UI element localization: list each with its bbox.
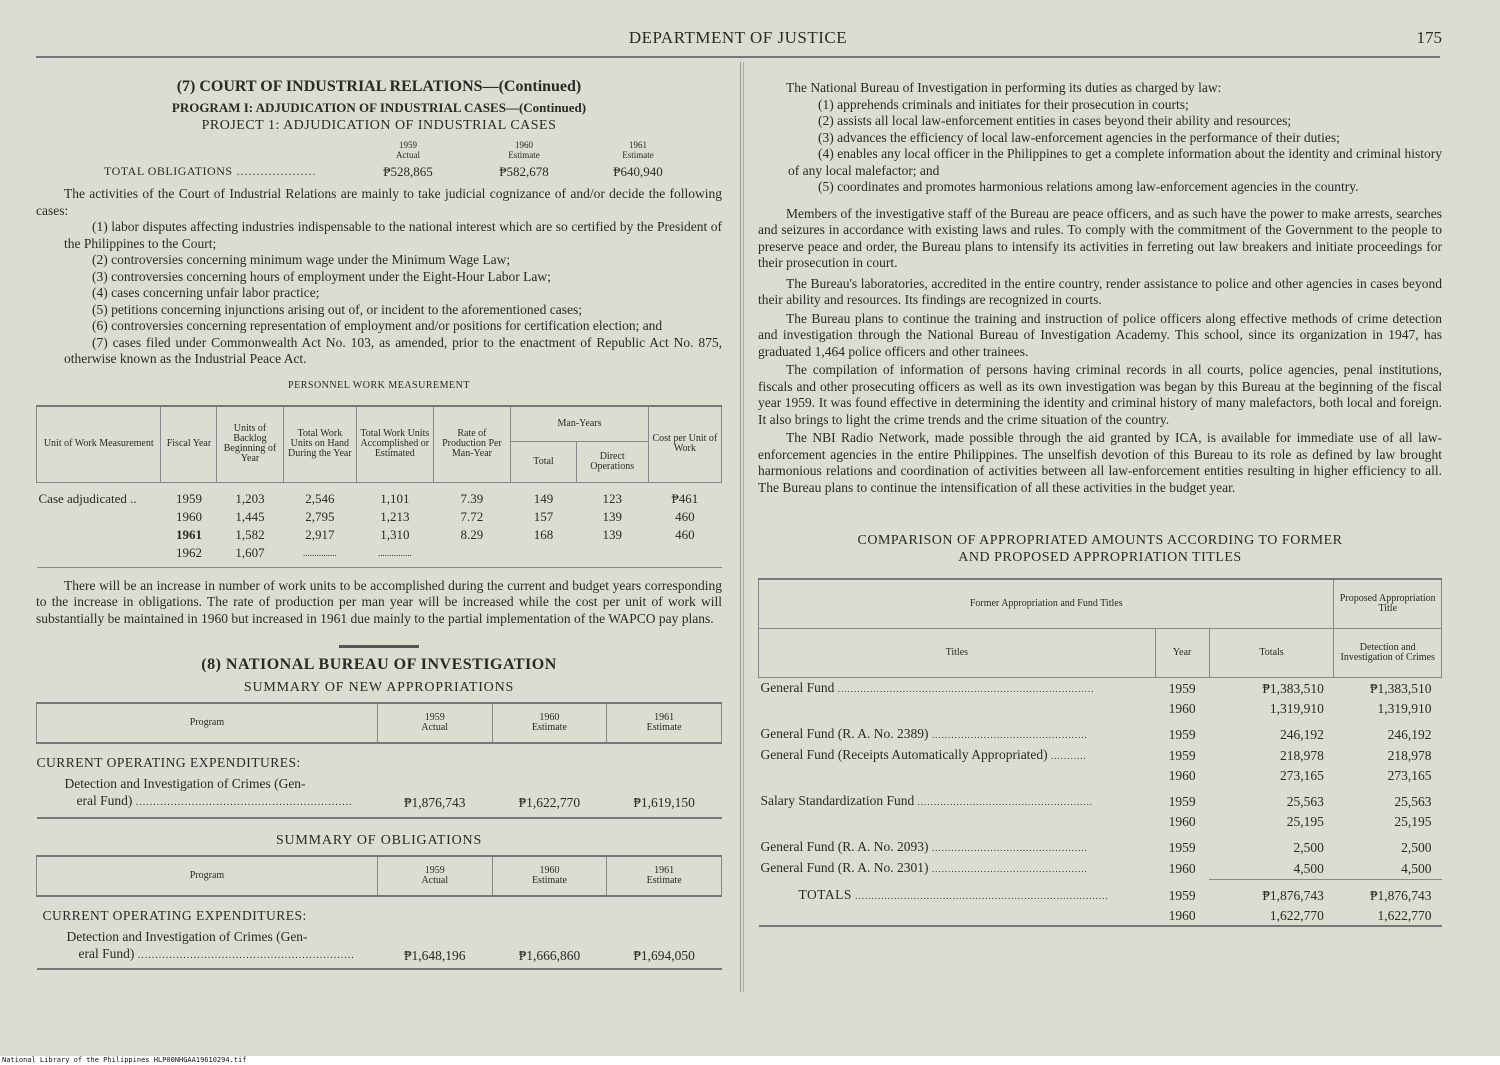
- cir-item-3: (3) controversies concerning hours of employment under the Eight-Hour Labor Law;: [92, 268, 551, 284]
- fund-total: 273,165: [1280, 768, 1324, 783]
- pwm-year: 1962: [161, 544, 217, 568]
- year-label: 1961: [654, 865, 675, 876]
- pwm-accomplished: 1,101: [380, 490, 410, 506]
- pwm-onhand: 2,795: [305, 508, 335, 524]
- detection-program-label: [37, 926, 378, 969]
- col-former-titles: Former Appropriation and Fund Titles: [759, 579, 1334, 629]
- pwm-direct: 139: [602, 508, 622, 524]
- section-divider: [339, 645, 419, 648]
- col-unit: Unit of Work Measurement: [37, 406, 161, 483]
- table-row: [37, 508, 722, 526]
- leader-dots: ....................: [236, 164, 317, 178]
- personnel-work-measurement-table: [36, 405, 722, 568]
- leader-dots: ..............................................................................: [855, 891, 1109, 901]
- fund-total: 1,319,910: [1269, 701, 1324, 716]
- current-operating-label: CURRENT OPERATING EXPENDITURES:: [42, 908, 307, 923]
- nbi-paragraph-5: The NBI Radio Network, made possible through the aid granted by ICA, is available for immediate use of all law-enforcement agencies in the entire Philippines. The unselfish devotion of this Bureau to its role as defined by law brought harmonious relations and coordination of activities between all law-enforcement entities resulting in higher efficiency to all. The Bureau plans to continue the intensification of all these activities in the budget year.: [758, 430, 1442, 495]
- fund-year: 1959: [1168, 794, 1196, 809]
- nbi-paragraph-3: The Bureau plans to continue the training and instruction of police officers along effective methods of crime detection and investigation through the National Bureau of Investigation Academy. This school, since its organization in 1947, has graduated 1,464 police officers and other trainees.: [758, 310, 1442, 359]
- col-1959: [377, 703, 492, 743]
- col-direct: Direct Operations: [576, 441, 648, 482]
- col-total: Total: [511, 441, 576, 482]
- fund-title-cell: [759, 699, 1156, 718]
- comparison-table: [758, 578, 1442, 927]
- nbi-paragraph-4: The compilation of information of persons having criminal records in all courts, police agencies, penal institutions, fiscals and other prosecuting officers as well as its own investigation was began by this Bureau at the beginning of the fiscal year 1959. It was found effective in determining the identity and criminal history of many malefactors, both local and foreign. It also brings to light the crime trends and the crime situation of the country.: [758, 362, 1442, 427]
- nbi-duty-1: (1) apprehends criminals and initiates for their prosecution in courts;: [818, 96, 1189, 112]
- leader-dots: ................................................: [931, 864, 1088, 874]
- year-label: 1961: [629, 140, 647, 150]
- table-row: [37, 544, 722, 568]
- fund-title-cell: [759, 678, 1156, 700]
- totals-proposed: ₱1,876,743: [1334, 879, 1442, 906]
- pwm-total: 149: [533, 490, 554, 506]
- pwm-cost: ₱461: [671, 490, 699, 506]
- program-title: PROGRAM I: ADJUDICATION OF INDUSTRIAL CASES—(Continued): [171, 100, 587, 115]
- summary-obligations-table: [36, 855, 722, 970]
- col-1959: [377, 856, 492, 896]
- fund-title-cell: [759, 766, 1156, 785]
- pwm-backlog: 1,203: [235, 490, 265, 506]
- table-row: [759, 785, 1442, 812]
- column-divider-secondary: [743, 62, 744, 992]
- col-proposed-title: Proposed Appropriation Title: [1334, 579, 1442, 629]
- leader-dots: ..............................................................: [135, 797, 353, 808]
- fund-proposed: 2,500: [1401, 840, 1432, 855]
- table-row: [759, 812, 1442, 831]
- obl-value-1961: ₱1,694,050: [607, 926, 722, 969]
- pwm-onhand: 2,917: [305, 526, 335, 542]
- col-1960: [492, 856, 607, 896]
- year-label: 1959: [424, 712, 445, 723]
- nbi-paragraph-2: The Bureau's laboratories, accredited in the entire country, render assistance to police and other agencies in cases beyond their ability and resources. Its findings are recognized in courts.: [758, 275, 1442, 307]
- page-title: DEPARTMENT OF JUSTICE: [628, 28, 848, 47]
- fund-year: 1959: [1168, 840, 1196, 855]
- project-title: PROJECT 1: ADJUDICATION OF INDUSTRIAL CASES: [201, 118, 557, 133]
- col-titles: Titles: [759, 629, 1156, 678]
- pwm-cost: 460: [675, 526, 695, 542]
- fund-total: 246,192: [1280, 727, 1324, 742]
- detection-line-2: eral Fund): [76, 793, 133, 808]
- total-obligations: [36, 134, 722, 184]
- cir-item-7: (7) cases filed under Commonwealth Act No. 103, as amended, prior to the enactment of Republic Act No. 875, otherwise known as the Industrial Peace Act.: [64, 334, 722, 366]
- pwm-accomplished: 1,213: [380, 508, 410, 524]
- year-kind: Actual: [396, 150, 420, 160]
- oblig-value-1961: ₱640,940: [613, 164, 663, 179]
- fund-proposed: ₱1,383,510: [1369, 681, 1432, 696]
- fund-proposed: 246,192: [1387, 727, 1432, 742]
- right-column: [758, 64, 1442, 927]
- col-manyears: Man-Years: [511, 406, 648, 442]
- oblig-year-1959: [358, 140, 458, 160]
- fund-proposed: 25,563: [1394, 794, 1432, 809]
- table-row: [759, 879, 1442, 906]
- fund-total: 25,195: [1286, 814, 1324, 829]
- pwm-rate: 7.39: [460, 490, 484, 506]
- header-rule: [36, 56, 1440, 58]
- pwm-label-empty: [37, 508, 161, 526]
- year-kind: Estimate: [531, 722, 567, 733]
- year-kind: Actual: [421, 722, 449, 733]
- obl-value-1960: ₱1,666,860: [492, 926, 607, 969]
- fund-title-cell: [759, 785, 1156, 812]
- table-row: [759, 766, 1442, 785]
- year-label: 1960: [515, 140, 533, 150]
- comparison-title-line-1: COMPARISON OF APPROPRIATED AMOUNTS ACCORDING TO FORMER: [857, 533, 1343, 548]
- totals-label-cell: [759, 906, 1156, 926]
- col-1961: [607, 703, 722, 743]
- pwm-label-empty: [37, 544, 161, 568]
- current-operating-label: CURRENT OPERATING EXPENDITURES:: [36, 755, 301, 770]
- pwm-cost: [648, 544, 721, 568]
- fund-title-cell: [759, 718, 1156, 745]
- page-header: [0, 28, 1500, 52]
- table-row: [37, 773, 722, 818]
- fund-title: General Fund (R. A. No. 2301): [760, 860, 929, 875]
- nbi-paragraph-1: Members of the investigative staff of the Bureau are peace officers, and as such have the power to make arrests, searches and seizures in accordance with existing laws and rules. To comply with the commitment of the Government to the people to preserve peace and order, the Bureau plans to intensify its activities in ferreting out law breakers and initiate proceedings for their prosecution in court.: [758, 205, 1442, 270]
- year-kind: Estimate: [646, 722, 682, 733]
- fund-total: ₱1,383,510: [1262, 681, 1324, 696]
- fund-year: 1960: [1168, 701, 1196, 716]
- table-row: [759, 678, 1442, 700]
- fund-year: 1960: [1168, 861, 1196, 876]
- nbi-duty-4: (4) enables any local officer in the Philippines to get a complete information about the identity and criminal history of any local malefactor; and: [788, 146, 1442, 178]
- table-row: [759, 906, 1442, 926]
- fund-proposed: 273,165: [1387, 768, 1432, 783]
- pwm-onhand: 2,546: [305, 490, 335, 506]
- section-8-title: (8) NATIONAL BUREAU OF INVESTIGATION: [201, 656, 557, 673]
- col-fiscal: Fiscal Year: [161, 406, 217, 483]
- table-row: [759, 858, 1442, 879]
- cir-closing: There will be an increase in number of work units to be accomplished during the current and budget years corresponding to the increase in obligations. The rate of production per man year will be increased while the cost per unit of work will substantially be maintained in 1960 but increased in 1961 due mainly to the partial implementation of the WAPCO pay plans.: [36, 577, 722, 626]
- table-row: [37, 896, 722, 926]
- year-kind: Estimate: [646, 875, 682, 886]
- table-row: [759, 718, 1442, 745]
- col-1960: [492, 703, 607, 743]
- table-row: [759, 831, 1442, 858]
- pwm-title: PERSONNEL WORK MEASUREMENT: [288, 379, 470, 391]
- year-label: 1960: [539, 712, 560, 723]
- total-obligations-label: [104, 164, 317, 179]
- fund-title: General Fund (R. A. No. 2389): [760, 726, 929, 741]
- fund-total: 218,978: [1280, 748, 1324, 763]
- new-value-1961: ₱1,619,150: [607, 773, 722, 818]
- year-label: 1961: [654, 712, 675, 723]
- leader-dots: ......................................................: [917, 797, 1094, 807]
- leader-dots: ..............................................................: [137, 950, 355, 961]
- table-row: [759, 699, 1442, 718]
- year-label: 1959: [424, 865, 445, 876]
- fund-title: General Fund: [760, 680, 835, 695]
- detection-line-1: Detection and Investigation of Crimes (Gen-: [66, 929, 308, 944]
- fund-year: 1960: [1168, 814, 1196, 829]
- detection-line-1: Detection and Investigation of Crimes (Gen-: [64, 776, 306, 791]
- totals-year: 1960: [1155, 906, 1209, 926]
- fund-title-cell: [759, 858, 1156, 879]
- oblig-value-1959: ₱528,865: [383, 164, 433, 179]
- oblig-year-1960: [474, 140, 574, 160]
- cir-item-5: (5) petitions concerning injunctions arising out of, or incident to the aforementioned cases;: [92, 301, 582, 317]
- oblig-year-1961: [588, 140, 688, 160]
- comparison-title: [758, 532, 1442, 566]
- col-rate: Rate of Production Per Man-Year: [433, 406, 511, 483]
- nbi-intro: The National Bureau of Investigation in performing its duties as charged by law:: [786, 80, 1222, 95]
- totals-label: TOTALS: [798, 887, 852, 902]
- pwm-onhand: ...............: [283, 544, 357, 568]
- fund-title-cell: [759, 745, 1156, 766]
- obl-value-1959: ₱1,648,196: [377, 926, 492, 969]
- col-backlog: Units of Backlog Beginning of Year: [217, 406, 283, 483]
- summary-new-appropriations-table: [36, 702, 722, 819]
- totals-year: 1959: [1168, 888, 1196, 903]
- pwm-backlog: 1,607: [217, 544, 283, 568]
- section-7-title: (7) COURT OF INDUSTRIAL RELATIONS—(Continued): [176, 78, 582, 95]
- col-program: Program: [37, 703, 378, 743]
- table-row: [37, 926, 722, 969]
- col-accomplished: Total Work Units Accomplished or Estimated: [357, 406, 433, 483]
- pwm-direct: 123: [602, 490, 622, 506]
- pwm-accomplished: ...............: [357, 544, 433, 568]
- pwm-year: 1960: [175, 508, 202, 524]
- pwm-direct: [576, 544, 648, 568]
- leader-dots: ...........: [1051, 751, 1087, 761]
- pwm-backlog: 1,445: [235, 508, 265, 524]
- comparison-title-line-2: AND PROPOSED APPROPRIATION TITLES: [958, 550, 1242, 565]
- fund-title-cell: [759, 812, 1156, 831]
- pwm-label-empty: [37, 526, 161, 544]
- cir-item-6: (6) controversies concerning representation of employment and/or positions for certification election; and: [92, 318, 663, 333]
- col-year: Year: [1155, 629, 1209, 678]
- scan-footer: National Library of the Philippines HLP00NHGAA19610294.tif: [0, 1056, 1500, 1065]
- fund-title: Salary Standardization Fund: [760, 793, 915, 808]
- leader-dots: ................................................: [931, 843, 1088, 853]
- fund-total: 2,500: [1293, 840, 1324, 855]
- totals-proposed: 1,622,770: [1334, 906, 1442, 926]
- leader-dots: ................................................: [931, 730, 1088, 740]
- fund-title-cell: [759, 831, 1156, 858]
- cir-item-2: (2) controversies concerning minimum wage under the Minimum Wage Law;: [92, 252, 511, 267]
- fund-title: General Fund (R. A. No. 2093): [760, 839, 929, 854]
- page-number: 175: [1416, 28, 1442, 47]
- table-row: [37, 526, 722, 544]
- table-row: [37, 743, 722, 773]
- summary-obligations-title: SUMMARY OF OBLIGATIONS: [275, 833, 483, 848]
- col-program: Program: [37, 856, 378, 896]
- pwm-total: 157: [533, 508, 554, 524]
- year-kind: Actual: [421, 875, 449, 886]
- col-cost: Cost per Unit of Work: [648, 406, 721, 483]
- nbi-duty-3: (3) advances the efficiency of local law-enforcement agencies in the performance of their duties;: [818, 129, 1340, 145]
- cir-intro: The activities of the Court of Industrial Relations are mainly to take judicial cognizance of and/or decide the following cases:: [36, 186, 722, 218]
- pwm-year: 1959: [175, 490, 202, 506]
- fund-title: General Fund (Receipts Automatically Appropriated): [760, 747, 1048, 762]
- total-label-text: TOTAL OBLIGATIONS: [104, 164, 233, 178]
- pwm-total: [511, 544, 576, 568]
- col-detection: Detection and Investigation of Crimes: [1334, 629, 1442, 678]
- year-label: 1959: [399, 140, 417, 150]
- fund-proposed: 4,500: [1401, 860, 1432, 876]
- nbi-duty-5: (5) coordinates and promotes harmonious relations among law-enforcement agencies in the country.: [818, 179, 1359, 194]
- pwm-accomplished: 1,310: [380, 526, 410, 542]
- pwm-backlog: 1,582: [235, 526, 265, 542]
- totals-value: 1,622,770: [1209, 906, 1334, 926]
- column-divider: [740, 62, 741, 992]
- oblig-value-1960: ₱582,678: [499, 164, 549, 179]
- fund-year: 1959: [1168, 681, 1196, 696]
- fund-total: 25,563: [1286, 794, 1324, 809]
- pwm-label: Case adjudicated ..: [38, 490, 137, 506]
- table-row: [759, 745, 1442, 766]
- year-kind: Estimate: [531, 875, 567, 886]
- col-1961: [607, 856, 722, 896]
- pwm-direct: 139: [602, 526, 622, 542]
- year-kind: Estimate: [622, 150, 654, 160]
- fund-year: 1959: [1168, 748, 1196, 763]
- left-column: [36, 64, 722, 970]
- cir-item-4: (4) cases concerning unfair labor practice;: [92, 285, 320, 300]
- col-totals: Totals: [1209, 629, 1334, 678]
- new-value-1960: ₱1,622,770: [492, 773, 607, 818]
- year-kind: Estimate: [508, 150, 540, 160]
- pwm-rate: 7.72: [460, 508, 484, 524]
- fund-proposed: 218,978: [1387, 748, 1432, 763]
- detection-program-label: [37, 773, 378, 818]
- pwm-year: 1961: [175, 526, 202, 542]
- fund-year: 1959: [1168, 727, 1196, 742]
- fund-proposed: 1,319,910: [1377, 701, 1432, 716]
- year-label: 1960: [539, 865, 560, 876]
- pwm-rate: 8.29: [460, 526, 484, 542]
- pwm-cost: 460: [675, 508, 695, 524]
- pwm-total: 168: [533, 526, 554, 542]
- comparison-body: [759, 678, 1442, 927]
- leader-dots: ...............................................................................: [837, 684, 1095, 694]
- cir-item-1: (1) labor disputes affecting industries indispensable to the national interest which are so certified by the President of the Philippines to the Court;: [64, 219, 722, 251]
- fund-proposed: 25,195: [1394, 814, 1432, 829]
- summary-new-title: SUMMARY OF NEW APPROPRIATIONS: [243, 680, 515, 695]
- new-value-1959: ₱1,876,743: [377, 773, 492, 818]
- col-onhand: Total Work Units on Hand During the Year: [283, 406, 357, 483]
- detection-line-2: eral Fund): [78, 946, 135, 961]
- fund-year: 1960: [1168, 768, 1196, 783]
- table-row: [37, 482, 722, 508]
- nbi-duty-2: (2) assists all local law-enforcement entities in cases beyond their ability and resources;: [818, 113, 1292, 128]
- totals-value: ₱1,876,743: [1209, 879, 1334, 906]
- totals-label-cell: [759, 879, 1156, 906]
- pwm-rate: [433, 544, 511, 568]
- fund-total: 4,500: [1293, 860, 1324, 876]
